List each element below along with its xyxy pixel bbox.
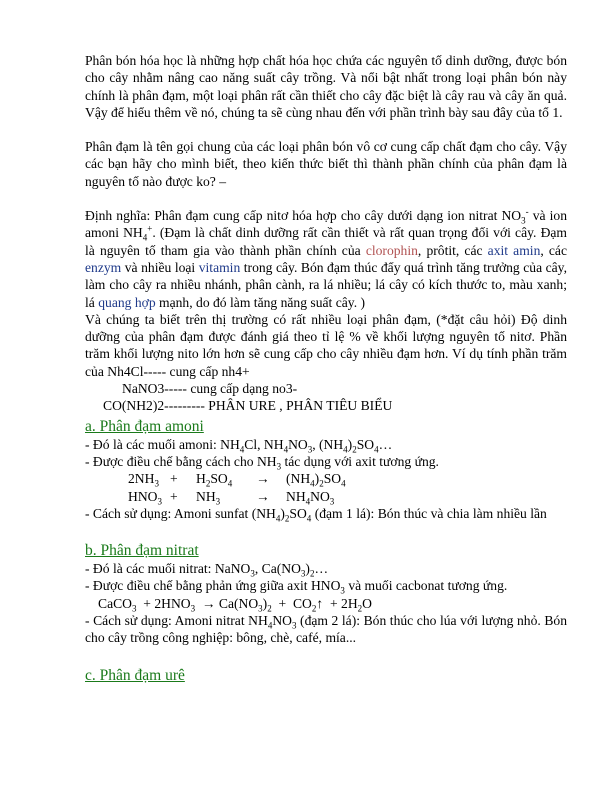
section-b-heading: b. Phân đạm nitrat (85, 542, 199, 560)
enzym-link[interactable]: enzym (85, 259, 122, 275)
section-a-equation-1: $2NH_3 + H_2SO_4 \to (NH_4)_2SO_4$ (128, 471, 346, 489)
section-c-heading: c. Phân đạm urê (85, 666, 185, 684)
market-paragraph: Và chúng ta biết trên thị trường có rất nhiều loại phân đạm, (*đặt câu hỏi) Độ dinh dưỡng của phân đạm được đánh giá theo tỉ lệ % về khối lượng nguyên tố nitơ. Phần trăm khối lượng nito lớn hơn sẽ cung cấp cho cây nhiều đạm hơn. Ví dụ tính phần trăm của Nh4Cl----- cung cấp nh4+ (85, 311, 567, 379)
section-a-bullet-2: - Được điều chế bằng cách cho $NH_3$ tác dụng với axit tương ứng. (85, 453, 439, 472)
section-a-usage: - Cách sử dụng: Amoni sunfat $(NH_4)_2SO_4$ (đạm 1 lá): Bón thúc và chia làm nhiều lần (85, 505, 547, 524)
intro-paragraph-2: Phân đạm là tên gọi chung của các loại phân bón vô cơ cung cấp chất đạm cho cây. Vậy các bạn hãy cho mình biết, theo kiến thức biết thì thành phần chính của phân đạm là nguyên tố nào được ko? – (85, 139, 567, 189)
document-page (85, 52, 567, 685)
section-b-bullet-2: - Được điều chế bằng phản ứng giữa axit $HNO_3$ và muối cacbonat tương ứng. (85, 578, 508, 597)
urea-line: CO(NH2)2--------- PHÂN URE , PHÂN TIÊU BIỂU (103, 398, 393, 414)
section-b-bullet-1: - Đó là các muối nitrat: NaNO$_3$, $Ca(NO_3)_2\dots$ (85, 561, 329, 579)
definition-paragraph: Định nghĩa: Phân đạm cung cấp nitơ hóa hợp cho cây dưới dạng ion nitrat $NO_3^-$ và ion amoni $NH_4^+$. (Đạm là chất dinh dưỡng rất cần thiết và rất quan trọng đối với cây. Đạm là nguyên tố tham gia vào thành phần chính của clorophin, prôtit, các axit amin, các enzym và nhiều loại vitamin trong cây. Bón đạm thúc đẩy quá trình tăng trưởng của cây, làm cho cây ra nhiều nhánh, phân cành, ra lá nhiều; lá cây có kích thước to, màu xanh; lá quang hợp mạnh, do đó làm tăng năng suất cây. ) (85, 206, 568, 310)
axit-amin-link[interactable]: axit amin (487, 242, 541, 258)
section-b-usage: - Cách sử dụng: Amoni nitrat $NH_4NO_3$ (đạm 2 lá): Bón thúc cho lúa với lượng nhỏ. Bón cho cây trồng công nghiệp: bông, chè, café, mía... (85, 613, 567, 646)
section-a-equation-2: $HNO_3 + NH_3 \to NH_4NO_3$ (128, 488, 335, 507)
intro-paragraph-1: Phân bón hóa học là những hợp chất hóa học chứa các nguyên tố dinh dưỡng, được bón cho cây nhằm nâng cao năng suất cây trồng. Và nổi bật nhất trong loại phân bón này chính là phân đạm, một loại phân rất cần thiết cho cây đặc biệt là cây rau và cây ăn quả. Vậy để hiểu thêm về nó, chúng ta sẽ cùng nhau đến với phần trình bày sau đây của tổ 1. (85, 53, 567, 120)
nano3-line: NaNO3----- cung cấp dạng no3- (122, 381, 298, 397)
section-b-equation: CaCO$_3$ + $2HNO_3 \to Ca(NO_3)_2$ + $CO_2↑ + 2H_2O$ (98, 595, 372, 614)
quang-hop-link[interactable]: quang hợp (98, 294, 156, 310)
section-a-bullet-1: - Đó là các muối amoni: $NH_4Cl$, $NH_4NO_3$, $(NH_4)_2SO_4\dots$ (85, 436, 393, 455)
vitamin-link[interactable]: vitamin (198, 259, 241, 275)
section-a-heading: a. Phân đạm amoni (85, 417, 204, 435)
clorophin-link[interactable]: clorophin (365, 242, 418, 258)
